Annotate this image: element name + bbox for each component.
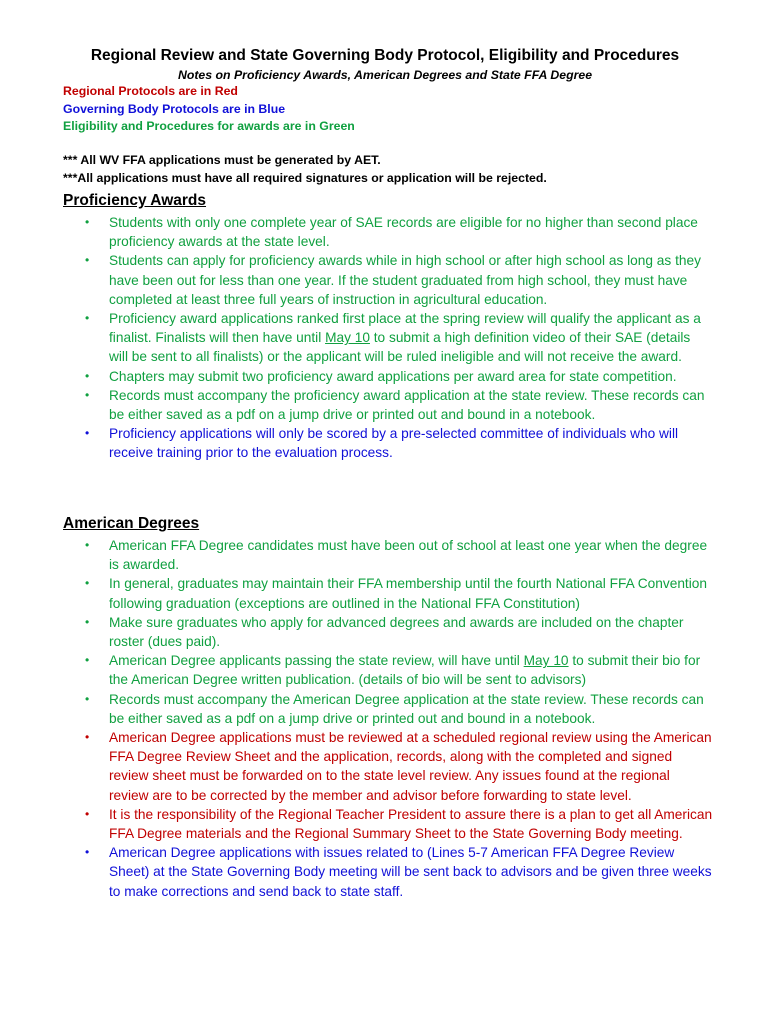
list-item	[63, 386, 713, 424]
bullet-icon: •	[85, 368, 90, 383]
bullet-icon: •	[85, 691, 90, 706]
bullet-icon: •	[85, 311, 90, 326]
note-aet: *** All WV FFA applications must be generated by AET.	[63, 153, 381, 167]
list-item-text: In general, graduates may maintain their FFA membership until the fourth National FFA Convention following graduation (exceptions are outlined in the National FFA Constitution)	[109, 576, 708, 611]
list-item-text: Make sure graduates who apply for advanced degrees and awards are included on the chapter roster (dues paid).	[109, 614, 684, 650]
list-item-text: American Degree applicants passing the state review, will have until	[109, 653, 524, 669]
list-item	[63, 213, 713, 251]
bullet-icon: •	[85, 806, 90, 821]
legend-green: Eligibility and Procedures for awards are in Green	[63, 119, 355, 133]
list-item-text: Students with only one complete year of SAE records are eligible for no higher than second place proficiency awards at the state level.	[109, 215, 698, 250]
list-item	[63, 728, 713, 805]
list-item-text: American Degree applications must be reviewed at a scheduled regional review using the American FFA Degree Review Sheet and the application, records, along with the completed and signed review sheet must be forwarded on to the state level review. Any issues found at the regional review are to be corrected by the member and advisor before forwarding to state level.	[109, 730, 712, 803]
list-item	[63, 251, 713, 309]
bullet-icon: •	[85, 215, 90, 229]
american-degree-list	[63, 536, 713, 901]
list-item-text: American Degree applications with issues related to (Lines 5-7 American FFA Degree Review Sheet) at the State Governing Body meeting will be sent back to advisors and be given three weeks to make corrections and send back to state staff.	[109, 845, 712, 899]
bullet-icon: •	[85, 845, 90, 860]
legend-red: Regional Protocols are in Red	[63, 84, 238, 98]
list-item	[63, 574, 713, 612]
list-item-text: Records must accompany the American Degree application at the state review. These records can be either saved as a pdf on a jump drive or printed out and bound in a notebook.	[109, 691, 704, 726]
list-item-text: American FFA Degree candidates must have been out of school at least one year when the degree is awarded.	[109, 538, 708, 573]
list-item-text: Proficiency applications will only be scored by a pre-selected committee of individuals who will receive training prior to the evaluation process.	[109, 426, 679, 461]
bullet-icon: •	[85, 653, 90, 668]
deadline-date: May 10	[523, 653, 569, 669]
list-item	[63, 367, 713, 386]
proficiency-list	[63, 213, 713, 463]
list-item	[63, 424, 713, 462]
list-item	[63, 613, 713, 651]
list-item-text: to submit their bio for the American Degree written publication. (details of bio will be sent to advisors)	[109, 653, 701, 688]
page-subtitle: Notes on Proficiency Awards, American Degrees and State FFA Degree	[177, 68, 593, 82]
list-item-text: Proficiency award applications ranked first place at the spring review will qualify the applicant as a finalist. Finalists will then have until	[109, 311, 701, 346]
list-item-text: Chapters may submit two proficiency award applications per award area for state competition.	[109, 368, 677, 384]
section-heading-proficiency: Proficiency Awards	[63, 192, 207, 209]
list-item	[63, 805, 713, 843]
bullet-icon: •	[85, 387, 90, 402]
section-heading-american: American Degrees	[63, 515, 200, 532]
page-title: Regional Review and State Governing Body Protocol, Eligibility and Procedures	[90, 47, 680, 64]
list-item-text: Records must accompany the proficiency award application at the state review. These records can be either saved as a pdf on a jump drive or printed out and bound in a notebook.	[109, 387, 705, 423]
list-item	[63, 309, 713, 367]
list-item	[63, 690, 713, 728]
list-item-text: It is the responsibility of the Regional Teacher President to assure there is a plan to get all American FFA Degree materials and the Regional Summary Sheet to the State Governing Body meeting.	[109, 806, 713, 842]
list-item	[63, 536, 713, 574]
list-item-text: to submit a high definition video of their SAE (details will be sent to all finalists) or the applicant will be ruled ineligible and will not receive the award.	[109, 330, 691, 365]
bullet-icon: •	[85, 730, 90, 745]
list-item	[63, 651, 713, 689]
bullet-icon: •	[85, 253, 90, 268]
legend-blue: Governing Body Protocols are in Blue	[63, 102, 286, 116]
list-item	[63, 843, 713, 901]
bullet-icon: •	[85, 614, 90, 629]
bullet-icon: •	[85, 538, 90, 552]
bullet-icon: •	[85, 576, 90, 591]
bullet-icon: •	[85, 426, 90, 441]
note-signatures: ***All applications must have all required signatures or application will be rejected.	[63, 171, 547, 185]
deadline-date: May 10	[325, 330, 370, 346]
list-item-text: Students can apply for proficiency awards while in high school or after high school as long as they have been out for less than one year. If the student graduated from high school, they must have completed at least three full years of instruction in agricultural education.	[109, 253, 701, 307]
